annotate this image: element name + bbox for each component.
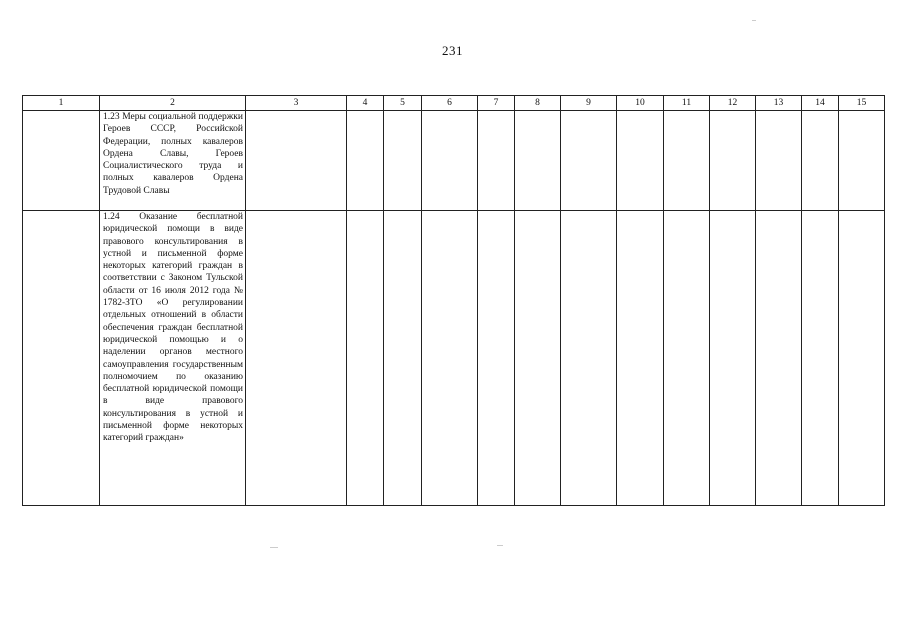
row-description: 1.24 Оказание бесплатной юридической помощи в виде правового консультирования в устной и письменной форме некоторых категорий граждан в соответствии с Законом Тульской области от 16 июля 2012 года № 1782-ЗТО «О регулировании отдельных отношений в области обеспечения граждан бесплатной юридической помощью и о наделении органов местного самоуправления государственным полномочием по оказанию бесплатной юридической помощи в виде правового консультирования в устной и письменной форме некоторых категорий граждан» [100, 211, 246, 506]
page-number: 231 [442, 43, 463, 58]
table-cell [347, 111, 384, 211]
table-cell [384, 211, 422, 506]
table-cell [246, 211, 347, 506]
scan-speck [752, 20, 756, 21]
table-cell [561, 211, 617, 506]
table-cell [515, 211, 561, 506]
column-header-9: 9 [561, 96, 617, 111]
table-cell [23, 111, 100, 211]
table-cell [422, 211, 478, 506]
table-cell [839, 111, 885, 211]
table-cell [710, 211, 756, 506]
table-cell [664, 211, 710, 506]
column-header-4: 4 [347, 96, 384, 111]
column-header-3: 3 [246, 96, 347, 111]
scan-speck [497, 545, 503, 546]
table-cell [478, 111, 515, 211]
table-cell [347, 211, 384, 506]
column-header-12: 12 [710, 96, 756, 111]
table-cell [422, 111, 478, 211]
table-cell [617, 211, 664, 506]
table-cell [246, 111, 347, 211]
table-cell [664, 111, 710, 211]
column-header-8: 8 [515, 96, 561, 111]
column-header-10: 10 [617, 96, 664, 111]
header-row [23, 96, 885, 111]
table-cell [802, 211, 839, 506]
column-header-15: 15 [839, 96, 885, 111]
column-header-13: 13 [756, 96, 802, 111]
scan-speck [270, 547, 278, 548]
table-row [23, 211, 885, 506]
table-cell [756, 211, 802, 506]
column-header-1: 1 [23, 96, 100, 111]
table-cell [839, 211, 885, 506]
table-cell [710, 111, 756, 211]
table-cell [478, 211, 515, 506]
column-header-6: 6 [422, 96, 478, 111]
column-header-7: 7 [478, 96, 515, 111]
table-cell [561, 111, 617, 211]
table-cell [384, 111, 422, 211]
table-cell [515, 111, 561, 211]
table-row [23, 111, 885, 211]
table-cell [802, 111, 839, 211]
row-description: 1.23 Меры социальной поддержки Героев СССР, Российской Федерации, полных кавалеров Ордена Славы, Героев Социалистического труда и полных кавалеров Ордена Трудовой Славы [100, 111, 246, 211]
column-header-14: 14 [802, 96, 839, 111]
column-header-5: 5 [384, 96, 422, 111]
data-table [22, 95, 885, 506]
table-cell [617, 111, 664, 211]
column-header-2: 2 [100, 96, 246, 111]
table-cell [756, 111, 802, 211]
column-header-11: 11 [664, 96, 710, 111]
table-cell [23, 211, 100, 506]
